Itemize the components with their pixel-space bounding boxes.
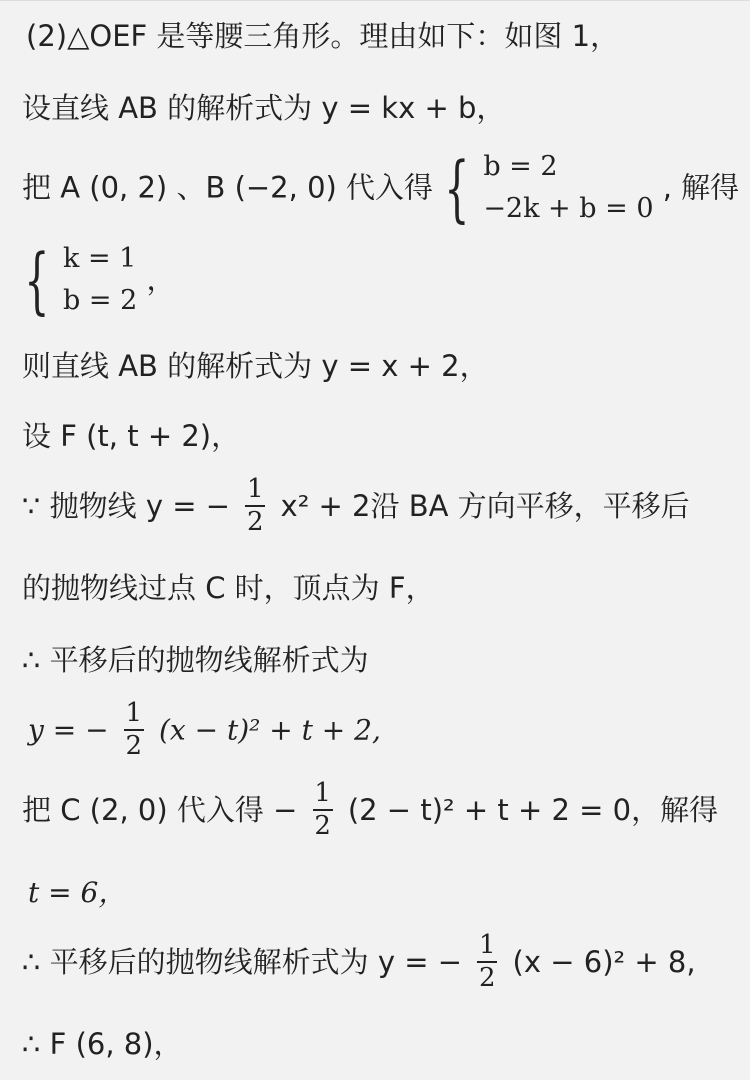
fraction-denominator: 2 xyxy=(125,731,143,762)
system-row: −2k + b = 0 xyxy=(483,192,654,224)
line-6 xyxy=(22,419,241,453)
fraction xyxy=(245,476,265,537)
text-line-7a: ∵ 抛物线 y = − xyxy=(22,488,231,523)
line-7 xyxy=(22,476,690,537)
text-line-8: 的抛物线过点 C 时，顶点为 F， xyxy=(22,571,435,605)
system-row: k = 1 xyxy=(63,243,137,274)
fraction-numerator: 1 xyxy=(247,474,264,504)
fraction-numerator: 1 xyxy=(479,930,496,960)
text-line-9: ∴ 平移后的抛物线解析式为 xyxy=(22,643,369,677)
text-line-12: t = 6， xyxy=(28,876,127,909)
line-12 xyxy=(28,878,126,907)
text-line-14: ∴ F (6, 8)， xyxy=(22,1027,183,1061)
brace-symbol: { xyxy=(24,237,50,322)
line-2 xyxy=(22,91,506,125)
text-line-7b: x² + 2沿 BA 方向平移，平移后 xyxy=(280,488,690,523)
equation-system-1 xyxy=(483,146,653,230)
text-line-10a: y = − xyxy=(28,713,109,747)
text-line-2: 设直线 AB 的解析式为 y = kx + b， xyxy=(22,91,506,125)
text-line-13b: (x − 6)² + 8, xyxy=(512,944,696,979)
fraction xyxy=(313,780,333,841)
line-1 xyxy=(26,19,620,53)
text-line-11a: 把 C (2, 0) 代入得 − xyxy=(22,792,298,827)
fraction-numerator: 1 xyxy=(125,698,143,728)
text-line-11b: (2 − t)² + t + 2 = 0，解得 xyxy=(347,792,719,827)
text-line-5: 则直线 AB 的解析式为 y = x + 2， xyxy=(22,349,489,383)
fraction-denominator: 2 xyxy=(479,963,496,994)
text-line-13a: ∴ 平移后的抛物线解析式为 y = − xyxy=(22,944,463,979)
line-5 xyxy=(22,349,489,383)
fraction xyxy=(124,700,144,761)
line-4 xyxy=(22,238,176,322)
fraction-denominator: 2 xyxy=(247,507,264,538)
text-line-3b: , 解得 xyxy=(662,170,740,205)
text-line-3a: 把 A (0, 2) 、B (−2, 0) 代入得 xyxy=(22,170,434,205)
fraction-denominator: 2 xyxy=(314,811,331,842)
line-13 xyxy=(22,932,696,993)
system-row: b = 2 xyxy=(483,151,558,182)
system-row: b = 2 xyxy=(63,284,138,316)
brace-symbol: { xyxy=(444,145,470,230)
fraction-numerator: 1 xyxy=(314,778,331,808)
text-line-10b: (x − t)² + t + 2, xyxy=(158,713,381,747)
line-14 xyxy=(22,1027,183,1061)
top-divider xyxy=(0,0,750,1)
text-line-4b: ， xyxy=(146,262,176,297)
line-9 xyxy=(22,643,369,677)
equation-system-2 xyxy=(63,238,137,322)
line-10 xyxy=(28,700,381,761)
line-3 xyxy=(22,146,739,230)
text-line-6: 设 F (t, t + 2)， xyxy=(22,419,241,453)
line-11 xyxy=(22,780,718,841)
fraction xyxy=(477,932,497,993)
line-8 xyxy=(22,571,435,605)
text-line-1: (2)△OEF 是等腰三角形。理由如下：如图 1， xyxy=(26,19,620,53)
